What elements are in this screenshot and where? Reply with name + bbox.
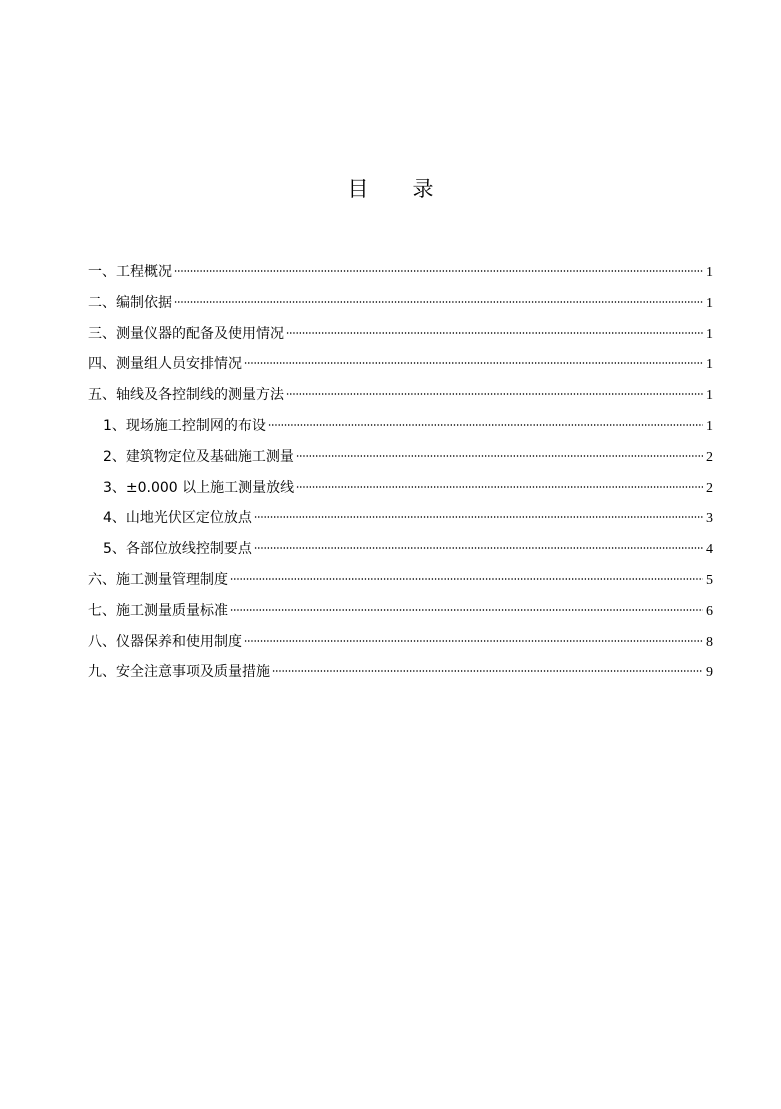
toc-entry-label: 九、安全注意事项及质量措施 <box>88 664 270 681</box>
toc-entry-label: 八、仪器保养和使用制度 <box>88 633 242 650</box>
dot-leader <box>230 578 703 580</box>
toc-entry[interactable] <box>88 257 713 288</box>
toc-entry-label: 1、现场施工控制网的布设 <box>103 417 266 434</box>
dot-leader <box>244 362 703 364</box>
dot-leader <box>244 640 703 642</box>
toc-page-number: 2 <box>706 449 713 465</box>
dot-leader <box>174 301 703 303</box>
toc-entry[interactable] <box>88 657 713 688</box>
toc-entry[interactable] <box>88 565 713 596</box>
toc-subentry[interactable] <box>88 503 713 534</box>
toc-page-number: 4 <box>706 542 713 558</box>
toc-page-number: 3 <box>706 511 713 527</box>
toc-title-part2: 录 <box>412 177 434 201</box>
dot-leader <box>286 393 703 395</box>
toc-subentry[interactable] <box>88 442 713 473</box>
toc-entry-label: 一、工程概况 <box>88 264 172 280</box>
toc-entry-label: 5、各部位放线控制要点 <box>103 541 252 558</box>
dot-leader <box>230 609 703 611</box>
toc-entry[interactable] <box>88 349 713 380</box>
toc-entry-label: 四、测量组人员安排情况 <box>88 356 242 373</box>
toc-entry[interactable] <box>88 627 713 658</box>
toc-page-number: 2 <box>706 480 713 496</box>
toc-page-number: 1 <box>706 418 713 434</box>
toc-entry-label: 2、建筑物定位及基础施工测量 <box>103 448 294 465</box>
dot-leader <box>296 486 703 488</box>
toc-entry[interactable] <box>88 288 713 319</box>
toc-entry[interactable] <box>88 596 713 627</box>
toc-entry[interactable] <box>88 380 713 411</box>
toc-page-number: 9 <box>706 665 713 681</box>
toc-entry-label: 4、山地光伏区定位放点 <box>103 510 252 527</box>
toc-page-number: 1 <box>706 326 713 342</box>
toc-title <box>0 174 781 204</box>
toc-entry-label: 七、施工测量质量标准 <box>88 602 228 619</box>
toc-page-number: 8 <box>706 634 713 650</box>
toc-entry-label: 三、测量仪器的配备及使用情况 <box>88 325 284 342</box>
toc-entry-label: 二、编制依据 <box>88 294 172 311</box>
toc-entry-label: 五、轴线及各控制线的测量方法 <box>88 387 284 404</box>
toc-page-number: 6 <box>706 603 713 619</box>
toc-entry-label: 3、±0.000 以上施工测量放线 <box>103 479 295 496</box>
dot-leader <box>174 270 703 272</box>
toc-page-number: 1 <box>706 295 713 311</box>
toc-subentry[interactable] <box>88 411 713 442</box>
toc-subentry[interactable] <box>88 473 713 504</box>
toc-entry[interactable] <box>88 319 713 350</box>
table-of-contents <box>88 257 713 688</box>
toc-page-number: 1 <box>706 357 713 373</box>
toc-title-part1: 目 <box>347 177 369 201</box>
dot-leader <box>296 455 703 457</box>
toc-page-number: 5 <box>706 572 713 588</box>
dot-leader <box>272 670 703 672</box>
dot-leader <box>254 516 703 518</box>
dot-leader <box>254 547 703 549</box>
toc-page-number: 1 <box>706 265 713 280</box>
toc-subentry[interactable] <box>88 534 713 565</box>
toc-entry-label: 六、施工测量管理制度 <box>88 571 228 588</box>
dot-leader <box>268 424 703 426</box>
toc-page-number: 1 <box>706 388 713 404</box>
dot-leader <box>286 332 703 334</box>
